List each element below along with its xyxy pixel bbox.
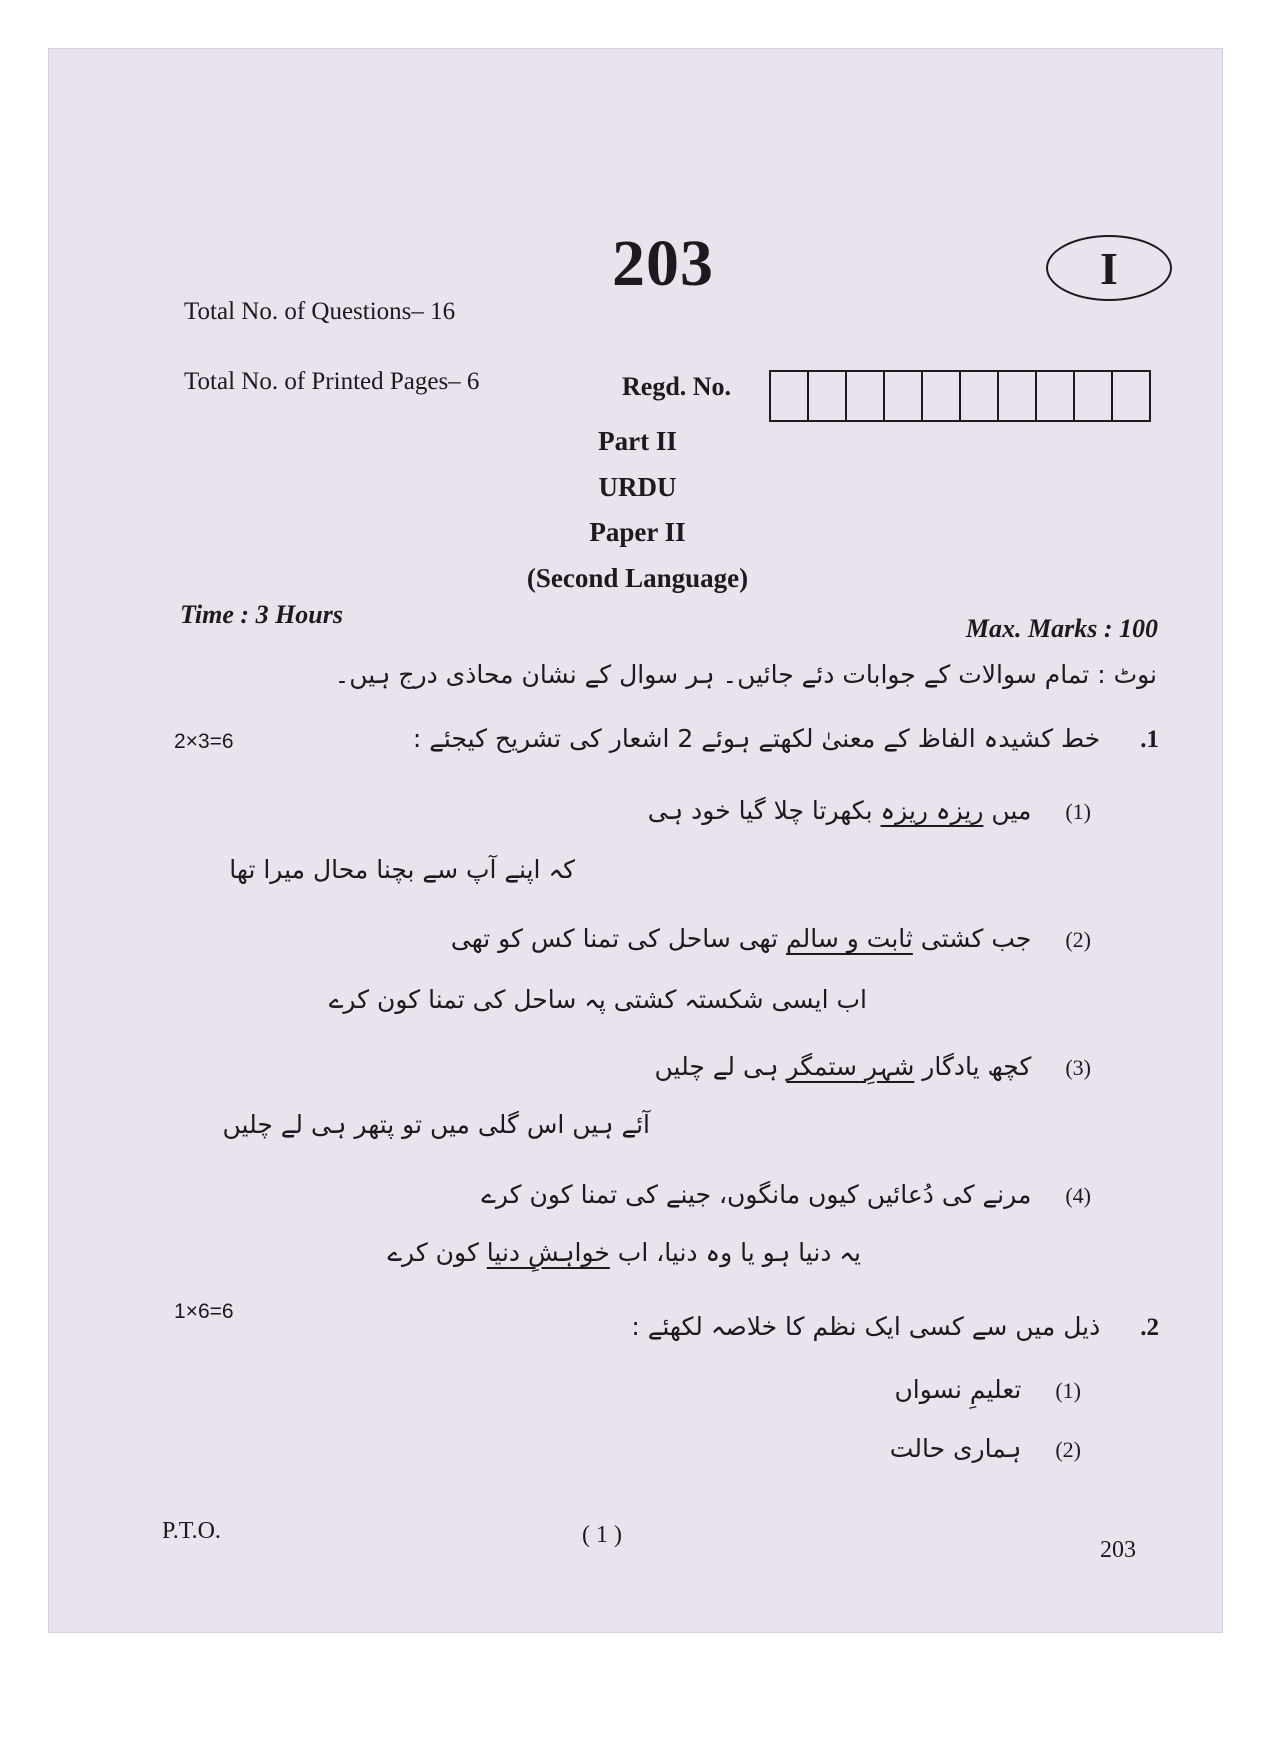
underlined-word: خواہشِ دنیا (486, 1238, 610, 1267)
q2-number: 2. (1140, 1314, 1159, 1341)
q1-verse-1-line-1 (648, 796, 1091, 825)
verse-text: میں (983, 796, 1032, 825)
q2-row (631, 1312, 1159, 1342)
regd-digit-box[interactable] (847, 372, 885, 420)
regd-digit-box[interactable] (809, 372, 847, 420)
page-number: ( 1 ) (582, 1522, 622, 1548)
verse-text: کچھ یادگار (914, 1052, 1032, 1081)
regd-digit-box[interactable] (999, 372, 1037, 420)
footer-paper-code: 203 (1100, 1537, 1136, 1563)
verse-3-label: (3) (1065, 1055, 1091, 1080)
underlined-word: شہرِ ستمگر (786, 1052, 915, 1081)
set-label-oval (1046, 235, 1172, 301)
language-heading: (Second Language) (526, 563, 749, 593)
verse-text: مرنے کی دُعائیں کیوں مانگوں، جینے کی تمنا کون کرے (481, 1180, 1032, 1209)
verse-4-label: (4) (1065, 1183, 1091, 1208)
regd-digit-box[interactable] (771, 372, 809, 420)
q2-option-2 (890, 1434, 1081, 1463)
instruction-note: نوٹ : تمام سوالات کے جوابات دئے جائیں۔ ہر سوال کے نشان محاذی درج ہیں۔ (334, 660, 1157, 689)
time-allowed: Time : 3 Hours (180, 600, 343, 629)
q2-option-1 (894, 1375, 1081, 1404)
option-1-label: (1) (1055, 1378, 1081, 1403)
q1-number: 1. (1140, 726, 1159, 753)
part-heading: Part II (598, 426, 677, 456)
q1-marks: 2×3=6 (174, 730, 234, 753)
total-pages: Total No. of Printed Pages– 6 (184, 368, 480, 395)
q1-verse-4-line-2 (387, 1238, 861, 1267)
verse-text: کون کرے (387, 1238, 487, 1267)
subject-heading: URDU (598, 472, 677, 502)
q1-verse-2-line-1 (451, 924, 1091, 953)
option-2-label: (2) (1055, 1437, 1081, 1462)
q1-verse-1-line-2: کہ اپنے آپ سے بچنا محال میرا تھا (229, 855, 575, 884)
verse-text: جب کشتی (912, 924, 1032, 953)
regd-digit-box[interactable] (1037, 372, 1075, 420)
regd-digit-box[interactable] (1113, 372, 1149, 420)
pto-label: P.T.O. (162, 1518, 221, 1544)
regd-digit-box[interactable] (885, 372, 923, 420)
verse-2-label: (2) (1065, 927, 1091, 952)
option-2-text: ہماری حالت (889, 1434, 1022, 1463)
paper-code-title: 203 (612, 227, 714, 300)
q2-marks: 1×6=6 (174, 1300, 234, 1323)
max-marks: Max. Marks : 100 (965, 614, 1158, 643)
underlined-word: ریزہ ریزہ (880, 796, 984, 825)
regd-digit-box[interactable] (961, 372, 999, 420)
regd-digit-box[interactable] (923, 372, 961, 420)
q1-verse-2-line-2: اب ایسی شکستہ کشتی پہ ساحل کی تمنا کون کرے (328, 985, 867, 1014)
verse-text: تھی ساحل کی تمنا کس کو تھی (450, 924, 786, 953)
verse-text: ہی لے چلیں (654, 1052, 787, 1081)
q1-text: خط کشیدہ الفاظ کے معنیٰ لکھتے ہوئے 2 اشعار کی تشریح کیجئے : (412, 724, 1101, 753)
total-questions: Total No. of Questions– 16 (184, 298, 456, 325)
q1-row (413, 724, 1159, 754)
regd-number-boxes[interactable] (769, 370, 1151, 422)
regd-number-label: Regd. No. (622, 372, 732, 401)
regd-digit-box[interactable] (1075, 372, 1113, 420)
q1-verse-4-line-1 (481, 1180, 1091, 1209)
q2-text: ذیل میں سے کسی ایک نظم کا خلاصہ لکھئے : (631, 1312, 1101, 1341)
underlined-word: ثابت و سالم (785, 924, 913, 953)
verse-1-label: (1) (1065, 799, 1091, 824)
q1-verse-3-line-1 (655, 1052, 1091, 1081)
verse-text: یہ دنیا ہو یا وہ دنیا، اب (609, 1238, 861, 1267)
option-1-text: تعلیمِ نسواں (894, 1375, 1022, 1404)
q1-verse-3-line-2: آئے ہیں اس گلی میں تو پتھر ہی لے چلیں (222, 1110, 650, 1139)
verse-text: بکھرتا چلا گیا خود ہی (647, 796, 881, 825)
set-label: I (1100, 242, 1118, 294)
paper-heading: Paper II (589, 517, 686, 547)
